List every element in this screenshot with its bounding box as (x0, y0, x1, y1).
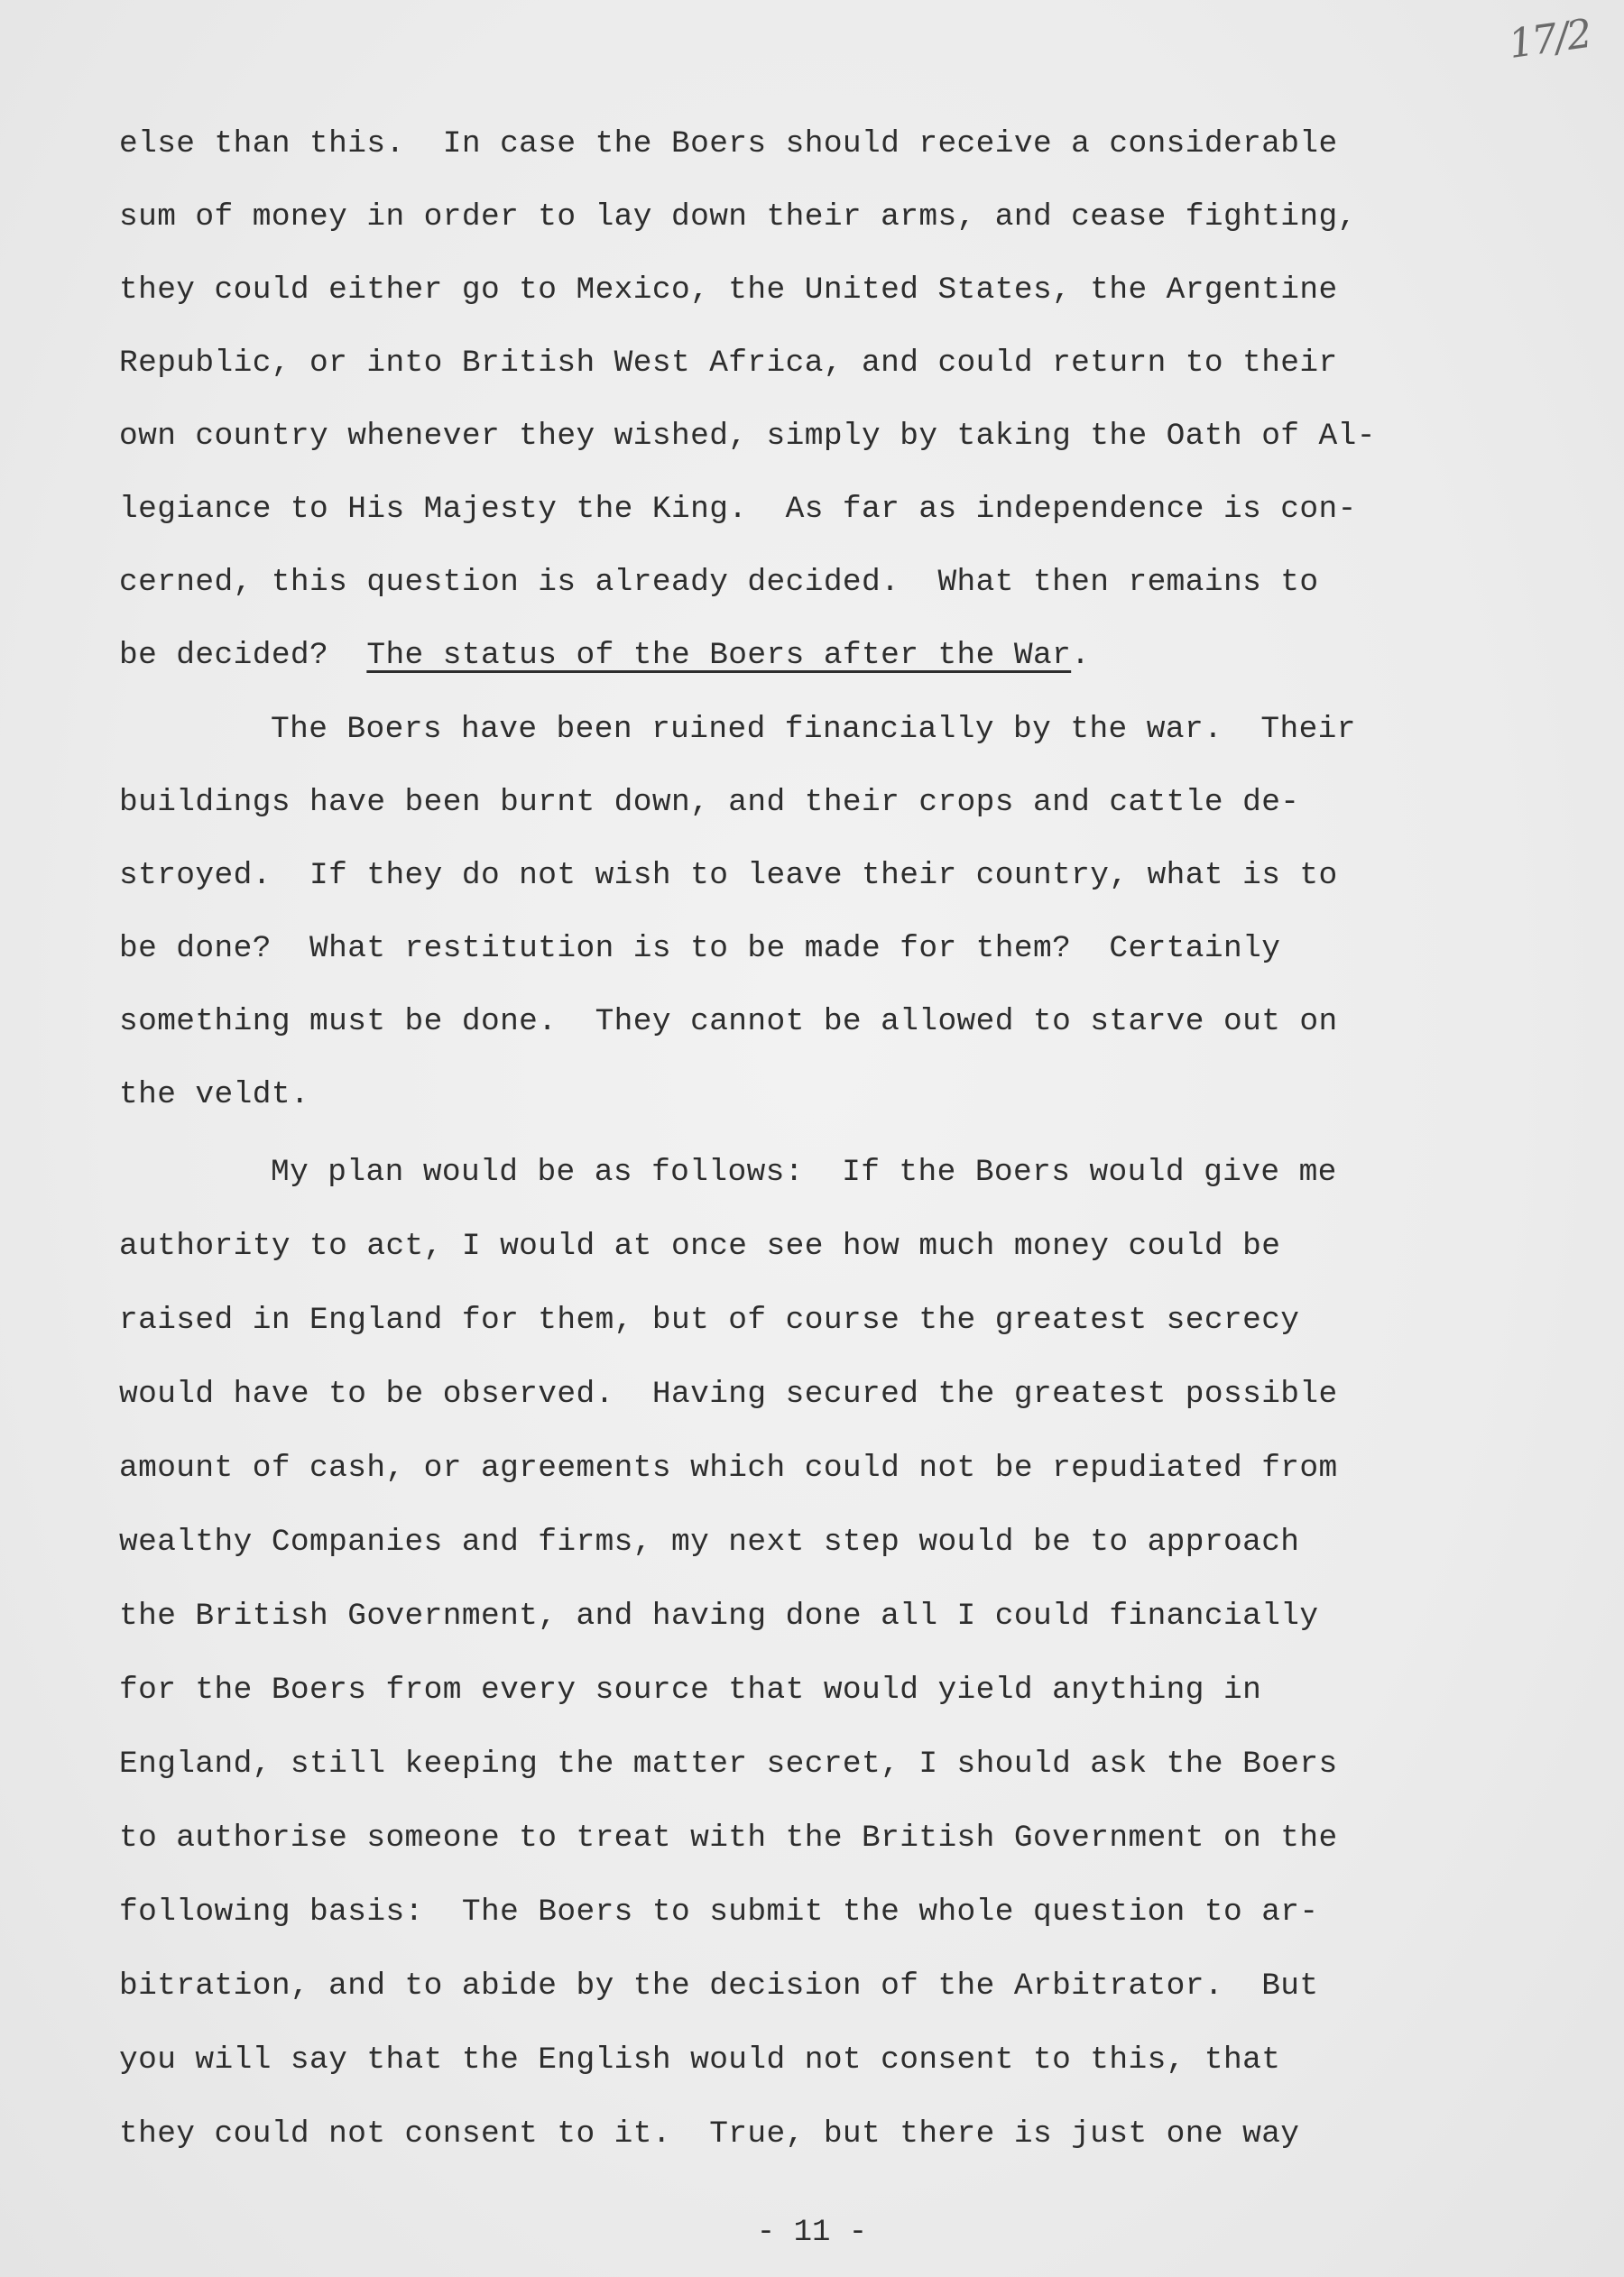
text-line: sum of money in order to lay down their arms, and cease fighting, (119, 199, 1357, 235)
text-line: own country whenever they wished, simply by taking the Oath of Al- (119, 419, 1376, 454)
text-line: raised in England for them, but of course the greatest secrecy (119, 1303, 1300, 1338)
text-line: amount of cash, or agreements which could not be repudiated from (119, 1451, 1338, 1486)
text-segment: . (1071, 638, 1091, 673)
text-line: The Boers have been ruined financially by the war. Their (271, 712, 1356, 747)
text-line: to authorise someone to treat with the British Government on the (119, 1821, 1338, 1856)
text-line: cerned, this question is already decided. What then remains to (119, 565, 1319, 600)
text-line: wealthy Companies and firms, my next step would be to approach (119, 1525, 1300, 1560)
text-line: authority to act, I would at once see how much money could be (119, 1229, 1281, 1264)
text-line: something must be done. They cannot be allowed to starve out on (119, 1004, 1338, 1039)
folio-mark: 17/2 (1505, 10, 1593, 69)
text-line: legiance to His Majesty the King. As far as independence is con- (119, 492, 1357, 527)
text-line-underlined (119, 638, 1090, 674)
text-line: else than this. In case the Boers should receive a considerable (119, 126, 1338, 161)
page-number: - 11 - (756, 2216, 868, 2250)
text-line: be done? What restitution is to be made for them? Certainly (119, 931, 1281, 966)
text-line: the veldt. (119, 1077, 310, 1112)
text-line: you will say that the English would not consent to this, that (119, 2042, 1281, 2078)
text-line: Republic, or into British West Africa, and could return to their (119, 346, 1338, 381)
text-line: bitration, and to abide by the decision of the Arbitrator. But (119, 1968, 1319, 2004)
text-line: following basis: The Boers to submit the whole question to ar- (119, 1894, 1319, 1930)
text-line: would have to be observed. Having secured the greatest possible (119, 1377, 1338, 1412)
text-line: they could either go to Mexico, the United States, the Argentine (119, 272, 1338, 308)
text-segment: be decided? (119, 638, 367, 673)
text-line: My plan would be as follows: If the Boers would give me (271, 1155, 1337, 1190)
text-line: stroyed. If they do not wish to leave their country, what is to (119, 858, 1338, 893)
text-line: the British Government, and having done all I could financially (119, 1599, 1319, 1634)
text-line: buildings have been burnt down, and their crops and cattle de- (119, 785, 1300, 820)
text-line: they could not consent to it. True, but there is just one way (119, 2116, 1300, 2152)
text-line: for the Boers from every source that would yield anything in (119, 1673, 1262, 1708)
text-line: England, still keeping the matter secret, I should ask the Boers (119, 1747, 1338, 1782)
underlined-phrase: The status of the Boers after the War (366, 638, 1072, 673)
